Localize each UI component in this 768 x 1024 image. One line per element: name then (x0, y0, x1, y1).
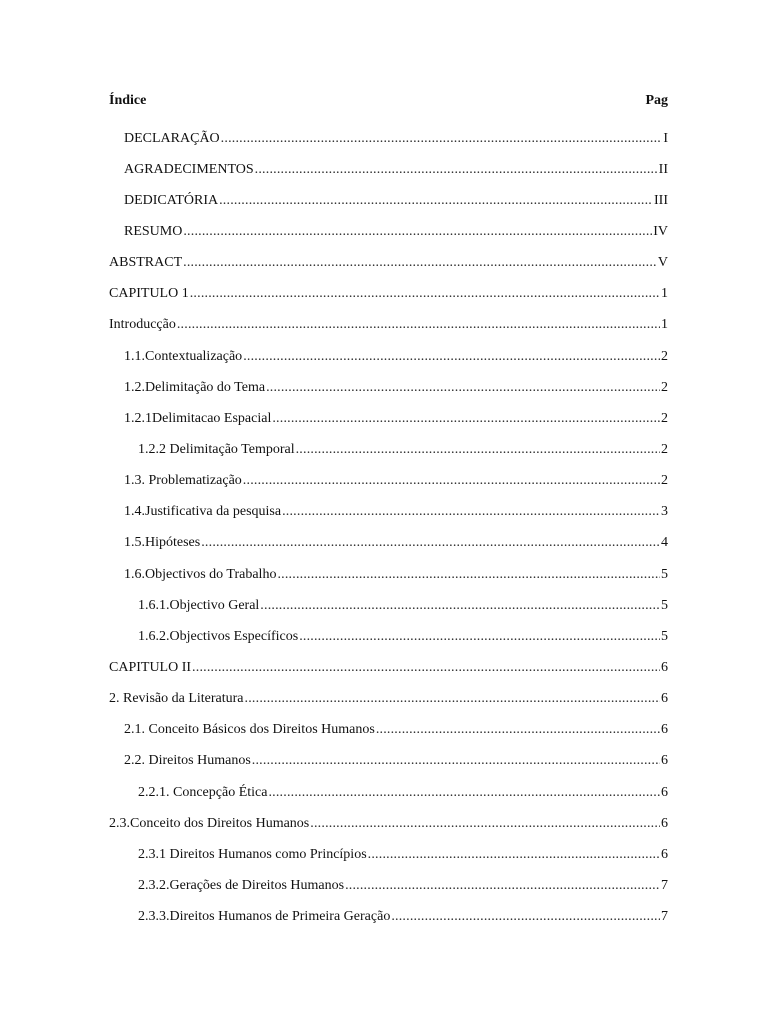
dot-leader (266, 379, 660, 397)
toc-entry-title: 1.2.Delimitação do Tema (124, 379, 266, 395)
toc-entry[interactable] (109, 154, 668, 185)
toc-entry-title: 2.1. Conceito Básicos dos Direitos Humanos (124, 722, 375, 738)
toc-entry-title: 1.3. Problematização (124, 473, 242, 489)
toc-entry-page-number: 2 (661, 441, 668, 457)
toc-entry-title: 2. Revisão da Literatura (109, 691, 244, 707)
toc-entry-title: 2.2.1. Concepção Ética (138, 784, 268, 800)
toc-entry[interactable] (109, 185, 668, 216)
toc-entry-page-number: I (663, 130, 668, 146)
toc-entry[interactable] (109, 590, 668, 621)
toc-entry[interactable] (109, 123, 668, 154)
dot-leader (190, 285, 660, 303)
dot-leader (243, 348, 660, 366)
toc-entry-title: 2.3.1 Direitos Humanos como Princípios (138, 846, 367, 862)
dot-leader (243, 472, 660, 490)
toc-entry[interactable] (109, 621, 668, 652)
dot-leader (376, 721, 660, 739)
toc-entry-page-number: 6 (661, 722, 668, 738)
toc-entry-page-number: III (654, 192, 668, 208)
toc-header (109, 93, 668, 111)
toc-entry[interactable] (109, 870, 668, 901)
toc-entry[interactable] (109, 403, 668, 434)
dot-leader (177, 316, 660, 334)
toc-entry-page-number: 6 (661, 691, 668, 707)
dot-leader (192, 659, 660, 677)
table-of-contents (109, 123, 668, 933)
toc-entry-title: 2.3.3.Direitos Humanos de Primeira Geração (138, 909, 391, 925)
dot-leader (310, 815, 660, 833)
toc-entry[interactable] (109, 528, 668, 559)
toc-entry-page-number: IV (653, 223, 668, 239)
dot-leader (368, 846, 660, 864)
toc-entry-page-number: 1 (661, 286, 668, 302)
toc-entry-title: 1.2.1Delimitacao Espacial (124, 410, 272, 426)
toc-entry-page-number: 2 (661, 473, 668, 489)
dot-leader (252, 752, 660, 770)
dot-leader (219, 192, 653, 210)
toc-entry-title: 1.2.2 Delimitação Temporal (138, 441, 295, 457)
toc-entry[interactable] (109, 341, 668, 372)
dot-leader (183, 223, 652, 241)
toc-entry-title: 1.6.Objectivos do Trabalho (124, 566, 277, 582)
toc-entry-page-number: 5 (661, 566, 668, 582)
toc-entry-page-number: II (658, 161, 668, 177)
toc-entry[interactable] (109, 684, 668, 715)
toc-entry-page-number: 4 (661, 535, 668, 551)
dot-leader (245, 690, 660, 708)
toc-entry[interactable] (109, 372, 668, 403)
toc-entry-title: DECLARAÇÃO (124, 130, 220, 146)
toc-entry-page-number: 2 (661, 379, 668, 395)
dot-leader (268, 784, 660, 802)
toc-entry[interactable] (109, 652, 668, 683)
toc-entry-title: 1.5.Hipóteses (124, 535, 201, 551)
dot-leader (277, 566, 660, 584)
dot-leader (296, 441, 660, 459)
toc-entry[interactable] (109, 216, 668, 247)
toc-entry-page-number: 6 (661, 753, 668, 769)
dot-leader (299, 628, 660, 646)
toc-entry-page-number: 2 (661, 410, 668, 426)
toc-entry[interactable] (109, 902, 668, 933)
dot-leader (260, 597, 660, 615)
toc-entry-page-number: 7 (661, 877, 668, 893)
dot-leader (183, 254, 657, 272)
dot-leader (201, 534, 660, 552)
toc-entry[interactable] (109, 248, 668, 279)
toc-entry-page-number: 3 (661, 504, 668, 520)
toc-entry-title: CAPITULO II (109, 659, 192, 675)
dot-leader (391, 908, 660, 926)
toc-entry-title: CAPITULO 1 (109, 286, 189, 302)
toc-entry-page-number: V (657, 255, 668, 271)
toc-heading: Índice (109, 93, 147, 108)
toc-entry-page-number: 6 (661, 784, 668, 800)
toc-entry[interactable] (109, 279, 668, 310)
toc-entry[interactable] (109, 839, 668, 870)
toc-entry-title: 1.4.Justificativa da pesquisa (124, 504, 282, 520)
toc-entry[interactable] (109, 434, 668, 465)
toc-entry-page-number: 1 (661, 317, 668, 333)
toc-entry[interactable] (109, 310, 668, 341)
toc-entry-title: 1.6.1.Objectivo Geral (138, 597, 260, 613)
toc-entry-title: 1.1.Contextualização (124, 348, 243, 364)
toc-entry-title: DEDICATÓRIA (124, 192, 219, 208)
toc-entry-title: 1.6.2.Objectivos Específicos (138, 628, 299, 644)
toc-entry-title: RESUMO (124, 223, 183, 239)
toc-entry-title: ABSTRACT (109, 255, 183, 271)
toc-entry[interactable] (109, 777, 668, 808)
toc-entry[interactable] (109, 715, 668, 746)
toc-entry[interactable] (109, 746, 668, 777)
toc-entry-page-number: 6 (661, 846, 668, 862)
toc-entry-page-number: 2 (661, 348, 668, 364)
dot-leader (345, 877, 660, 895)
toc-entry[interactable] (109, 559, 668, 590)
dot-leader (221, 130, 663, 148)
toc-entry-page-number: 5 (661, 628, 668, 644)
dot-leader (255, 161, 658, 179)
dot-leader (272, 410, 660, 428)
toc-entry-page-number: 7 (661, 909, 668, 925)
dot-leader (282, 503, 660, 521)
toc-entry-title: Introducção (109, 317, 176, 333)
page-column-label: Pag (645, 93, 668, 108)
toc-entry-title: 2.2. Direitos Humanos (124, 753, 251, 769)
toc-entry-title: 2.3.2.Gerações de Direitos Humanos (138, 877, 345, 893)
toc-entry-title: AGRADECIMENTOS (124, 161, 254, 177)
toc-entry[interactable] (109, 497, 668, 528)
toc-entry[interactable] (109, 466, 668, 497)
toc-entry[interactable] (109, 808, 668, 839)
toc-entry-page-number: 5 (661, 597, 668, 613)
toc-entry-page-number: 6 (661, 659, 668, 675)
toc-entry-title: 2.3.Conceito dos Direitos Humanos (109, 815, 310, 831)
toc-entry-page-number: 6 (661, 815, 668, 831)
